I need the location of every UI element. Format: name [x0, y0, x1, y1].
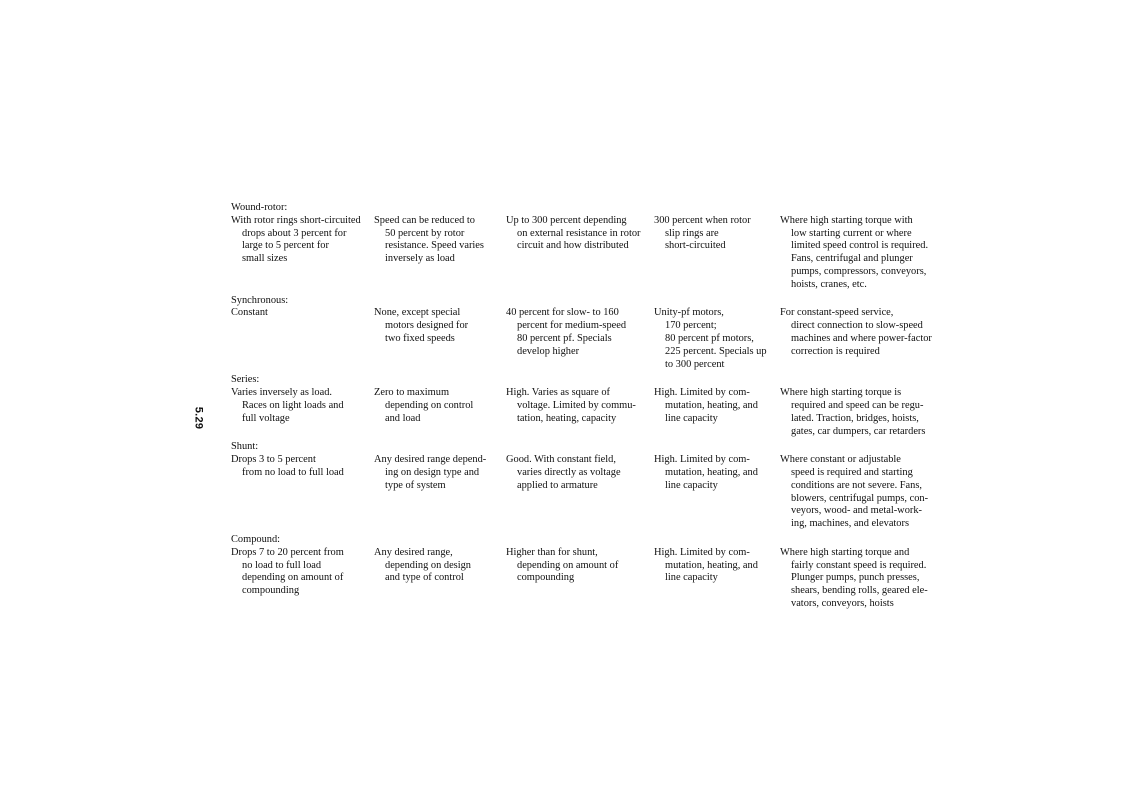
cell-line: compounding — [517, 572, 575, 584]
cell-line: For constant-speed service, — [780, 307, 894, 319]
cell-line: vators, conveyors, hoists — [791, 597, 894, 609]
cell-line: mutation, heating, and — [665, 466, 758, 478]
table-cell — [506, 215, 641, 253]
cell-line: varies directly as voltage — [517, 466, 621, 478]
table-row — [231, 215, 951, 292]
table-cell — [374, 307, 468, 345]
table-cell — [780, 215, 928, 292]
cell-line: ing, machines, and elevators — [791, 518, 910, 530]
table-cell — [654, 454, 758, 492]
cell-line: 40 percent for slow- to 160 — [506, 307, 619, 319]
section-label: Synchronous: — [231, 294, 289, 306]
cell-line: line capacity — [665, 572, 718, 584]
cell-line: Where high starting torque and — [780, 546, 910, 558]
cell-line: no load to full load — [242, 559, 322, 571]
table-cell — [654, 547, 758, 585]
cell-line: applied to armature — [517, 479, 598, 491]
cell-line: lated. Traction, bridges, hoists, — [791, 412, 919, 424]
cell-line: Speed can be reduced to — [374, 214, 475, 226]
cell-line: large to 5 percent for — [242, 240, 329, 252]
cell-line: and type of control — [385, 572, 464, 584]
cell-line: short-circuited — [665, 240, 726, 252]
table-row — [231, 307, 951, 371]
cell-line: depending on amount of — [517, 559, 619, 571]
cell-line: depending on control — [385, 399, 474, 411]
cell-line: Good. With constant field, — [506, 454, 616, 466]
cell-line: 170 percent; — [665, 320, 717, 332]
cell-line: 80 percent pf motors, — [665, 332, 754, 344]
cell-line: With rotor rings short-circuited — [231, 214, 361, 226]
section-label: Wound-rotor: — [231, 202, 288, 213]
cell-line: line capacity — [665, 412, 718, 424]
cell-line: Any desired range, — [374, 546, 453, 558]
cell-line: hoists, cranes, etc. — [791, 278, 867, 290]
cell-line: High. Limited by com- — [654, 546, 750, 558]
cell-line: develop higher — [517, 345, 580, 357]
cell-line: on external resistance in rotor — [517, 227, 641, 239]
cell-line: limited speed control is required. — [791, 240, 929, 252]
cell-line: pumps, compressors, conveyors, — [791, 265, 927, 277]
cell-line: 300 percent when rotor — [654, 214, 751, 226]
table-cell — [654, 307, 767, 371]
cell-line: tation, heating, capacity — [517, 412, 617, 424]
cell-line: Races on light loads and — [242, 399, 344, 411]
cell-line: Drops 7 to 20 percent from — [231, 546, 344, 558]
section-synchronous — [231, 295, 951, 372]
cell-line: from no load to full load — [242, 466, 344, 478]
table-cell — [374, 215, 484, 266]
cell-line: 225 percent. Specials up — [665, 345, 767, 357]
cell-line: full voltage — [242, 412, 290, 424]
cell-line: slip rings are — [665, 227, 719, 239]
motor-characteristics-table — [231, 202, 951, 611]
section-label: Shunt: — [231, 441, 259, 453]
cell-line: Zero to maximum — [374, 387, 450, 399]
table-cell — [231, 547, 344, 598]
cell-line: mutation, heating, and — [665, 399, 758, 411]
cell-line: direct connection to slow-speed — [791, 320, 923, 332]
table-cell — [506, 387, 636, 425]
cell-line: required and speed can be regu- — [791, 399, 924, 411]
section-series — [231, 374, 951, 438]
table-cell — [506, 454, 621, 492]
table-row — [231, 454, 951, 531]
cell-line: None, except special — [374, 307, 461, 319]
table-cell — [506, 547, 618, 585]
cell-line: percent for medium-speed — [517, 320, 627, 332]
table-row — [231, 547, 951, 611]
cell-line: Where high starting torque is — [780, 387, 902, 399]
cell-line: drops about 3 percent for — [242, 227, 347, 239]
cell-line: small sizes — [242, 253, 288, 265]
cell-line: Constant — [231, 307, 268, 319]
cell-line: depending on amount of — [242, 572, 344, 584]
cell-line: 80 percent pf. Specials — [517, 332, 612, 344]
section-label: Series: — [231, 374, 260, 386]
cell-line: correction is required — [791, 345, 880, 357]
cell-line: Higher than for shunt, — [506, 546, 598, 558]
cell-line: two fixed speeds — [385, 332, 455, 344]
cell-line: compounding — [242, 585, 300, 597]
cell-line: Varies inversely as load. — [231, 387, 332, 399]
cell-line: conditions are not severe. Fans, — [791, 479, 923, 491]
cell-line: depending on design — [385, 559, 471, 571]
cell-line: line capacity — [665, 479, 718, 491]
cell-line: Any desired range depend- — [374, 454, 487, 466]
table-cell — [654, 387, 758, 425]
cell-line: gates, car dumpers, car retarders — [791, 425, 926, 437]
table-cell — [231, 454, 344, 480]
cell-line: circuit and how distributed — [517, 240, 629, 252]
table-cell — [374, 547, 471, 585]
cell-line: mutation, heating, and — [665, 559, 758, 571]
section-shunt — [231, 441, 951, 531]
cell-line: Where high starting torque with — [780, 214, 913, 226]
cell-line: ing on design type and — [385, 466, 480, 478]
cell-line: shears, bending rolls, geared ele- — [791, 585, 928, 597]
cell-line: High. Limited by com- — [654, 454, 750, 466]
section-wound-rotor — [231, 202, 951, 292]
cell-line: High. Varies as square of — [506, 387, 610, 399]
table-cell — [654, 215, 751, 253]
table-cell — [374, 387, 473, 425]
cell-line: speed is required and starting — [791, 466, 913, 478]
cell-line: fairly constant speed is required. — [791, 559, 927, 571]
cell-line: Where constant or adjustable — [780, 454, 901, 466]
table-cell — [231, 387, 344, 425]
section-label: Compound: — [231, 533, 281, 545]
table-row — [231, 387, 951, 438]
cell-line: and load — [385, 412, 421, 424]
cell-line: type of system — [385, 479, 446, 491]
cell-line: blowers, centrifugal pumps, con- — [791, 492, 929, 504]
table-cell — [374, 454, 486, 492]
cell-line: veyors, wood- and metal-work- — [791, 505, 922, 517]
cell-line: Plunger pumps, punch presses, — [791, 572, 920, 584]
cell-line: inversely as load — [385, 253, 455, 265]
cell-line: voltage. Limited by commu- — [517, 399, 636, 411]
cell-line: 50 percent by rotor — [385, 227, 465, 239]
cell-line: motors designed for — [385, 320, 469, 332]
cell-line: resistance. Speed varies — [385, 240, 484, 252]
cell-line: machines and where power-factor — [791, 332, 932, 344]
table-cell — [780, 387, 925, 438]
table-cell — [780, 454, 928, 531]
page-number: 5.29 — [192, 406, 205, 430]
table-cell — [231, 215, 361, 266]
cell-line: High. Limited by com- — [654, 387, 750, 399]
table-cell — [780, 547, 928, 611]
table-cell — [780, 307, 932, 358]
cell-line: to 300 percent — [665, 358, 725, 370]
section-compound — [231, 534, 951, 611]
cell-line: Unity-pf motors, — [654, 307, 724, 319]
table-cell — [506, 307, 626, 358]
cell-line: Up to 300 percent depending — [506, 214, 627, 226]
cell-line: low starting current or where — [791, 227, 912, 239]
table-cell — [231, 307, 268, 320]
cell-line: Drops 3 to 5 percent — [231, 454, 316, 466]
cell-line: Fans, centrifugal and plunger — [791, 253, 913, 265]
